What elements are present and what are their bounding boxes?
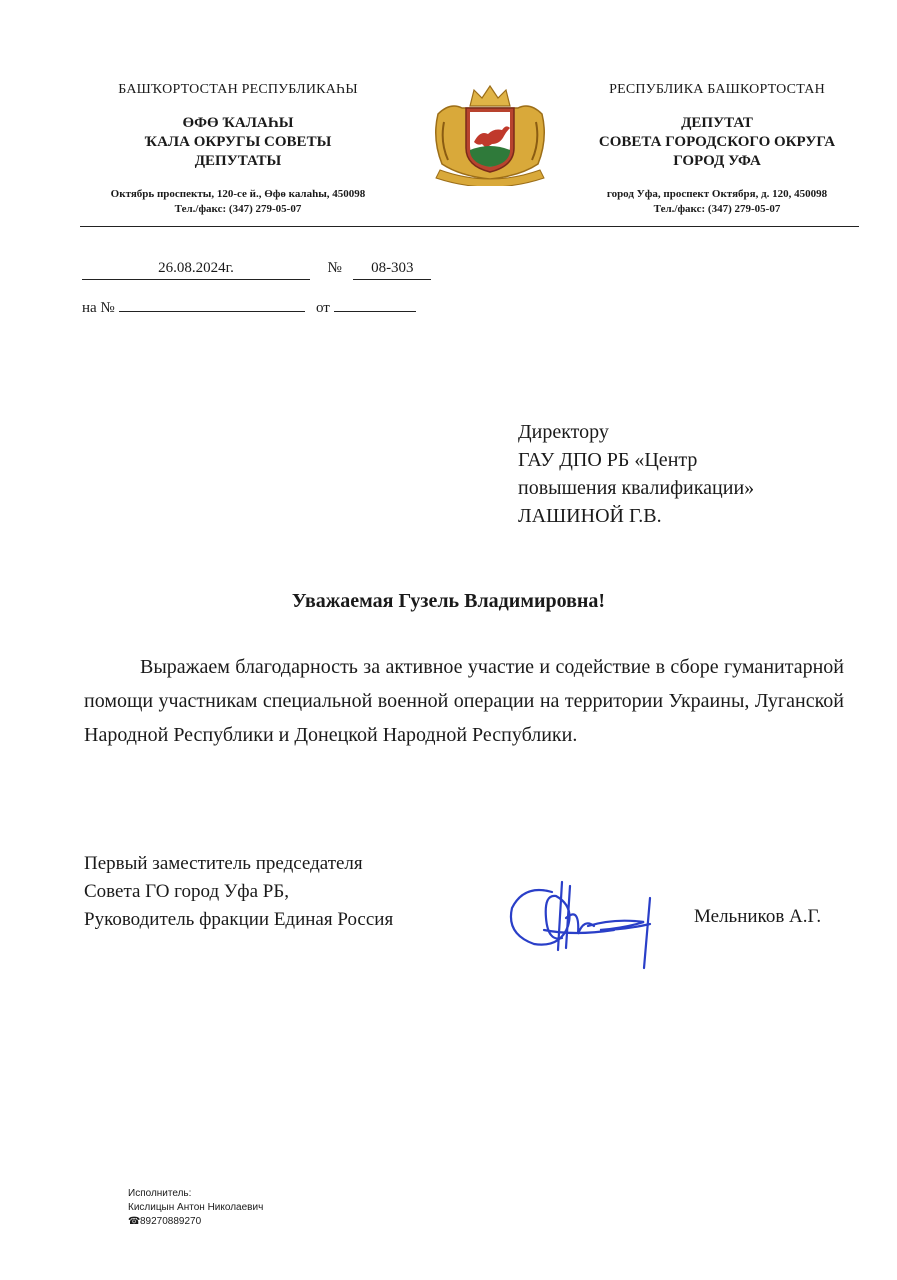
- address-line: город Уфа, проспект Октября, д. 120, 450098: [606, 188, 828, 200]
- ufa-coat-of-arms-icon: [430, 84, 550, 186]
- reference-label: на №: [82, 300, 115, 316]
- addressee-block: [518, 418, 754, 530]
- telephone-icon: ☎: [128, 1216, 141, 1227]
- phone-line: Тел./факс: (347) 279-05-07: [174, 203, 302, 215]
- signer-name: Мельников А.Г.: [694, 906, 822, 927]
- region-russian: РЕСПУБЛИКА БАШКОРТОСТАН: [609, 82, 825, 97]
- org-name-russian: [572, 114, 862, 171]
- executor-phone-row: [128, 1215, 263, 1229]
- letterhead-right: [572, 82, 862, 217]
- reference-number-blank: [119, 292, 305, 312]
- letter-body: Выражаем благодарность за активное участие и содействие в сборе гуманитарной помощи участникам специальной военной операции на территории Украины, Луганской Народной Республики и Донецкой Народной Республики.: [84, 656, 844, 746]
- org-line: ӨФӨ ҠАЛАҺЫ: [182, 115, 294, 131]
- executor-label: Исполнитель:: [128, 1188, 192, 1199]
- org-line: ДЕПУТАТЫ: [194, 153, 282, 169]
- position-line: Руководитель фракции Единая Россия: [84, 909, 394, 930]
- number-label: №: [327, 260, 342, 276]
- position-line: Первый заместитель председателя: [84, 853, 363, 874]
- address-bashkir: [70, 187, 406, 217]
- org-line: ГОРОД УФА: [673, 153, 761, 169]
- handwritten-signature-icon: [504, 878, 660, 974]
- registration-line: [82, 260, 431, 280]
- reference-date-blank: [334, 292, 416, 312]
- phone-line: Тел./факс: (347) 279-05-07: [653, 203, 781, 215]
- addressee-line: повышения квалификации»: [518, 477, 755, 499]
- org-line: ДЕПУТАТ: [681, 115, 753, 131]
- addressee-line: Директору: [518, 421, 609, 443]
- executor-name: Кислицын Антон Николаевич: [128, 1202, 264, 1213]
- addressee-line: ЛАШИНОЙ Г.В.: [518, 505, 662, 527]
- addressee-line: ГАУ ДПО РБ «Центр: [518, 449, 698, 471]
- executor-phone: 89270889270: [140, 1216, 202, 1227]
- from-label: от: [316, 300, 330, 316]
- reference-line: [82, 292, 416, 317]
- org-name-bashkir: [70, 114, 406, 171]
- address-russian: [572, 187, 862, 217]
- org-line: ҠАЛА ОКРУГЫ СОВЕТЫ: [144, 134, 332, 150]
- region-bashkir: БАШҠОРТОСТАН РЕСПУБЛИКАҺЫ: [118, 82, 358, 97]
- letterhead-left: [70, 82, 406, 217]
- outgoing-number: 08-303: [353, 260, 431, 280]
- position-line: Совета ГО город Уфа РБ,: [84, 881, 290, 902]
- header-divider: [80, 226, 859, 227]
- salutation: Уважаемая Гузель Владимировна!: [291, 590, 606, 612]
- signer-position: [84, 850, 393, 934]
- executor-block: [128, 1187, 263, 1229]
- org-line: СОВЕТА ГОРОДСКОГО ОКРУГА: [598, 134, 836, 150]
- address-line: Октябрь проспекты, 120-се й., Өфө калаһы, 450098: [110, 188, 366, 200]
- outgoing-date: 26.08.2024г.: [82, 260, 310, 280]
